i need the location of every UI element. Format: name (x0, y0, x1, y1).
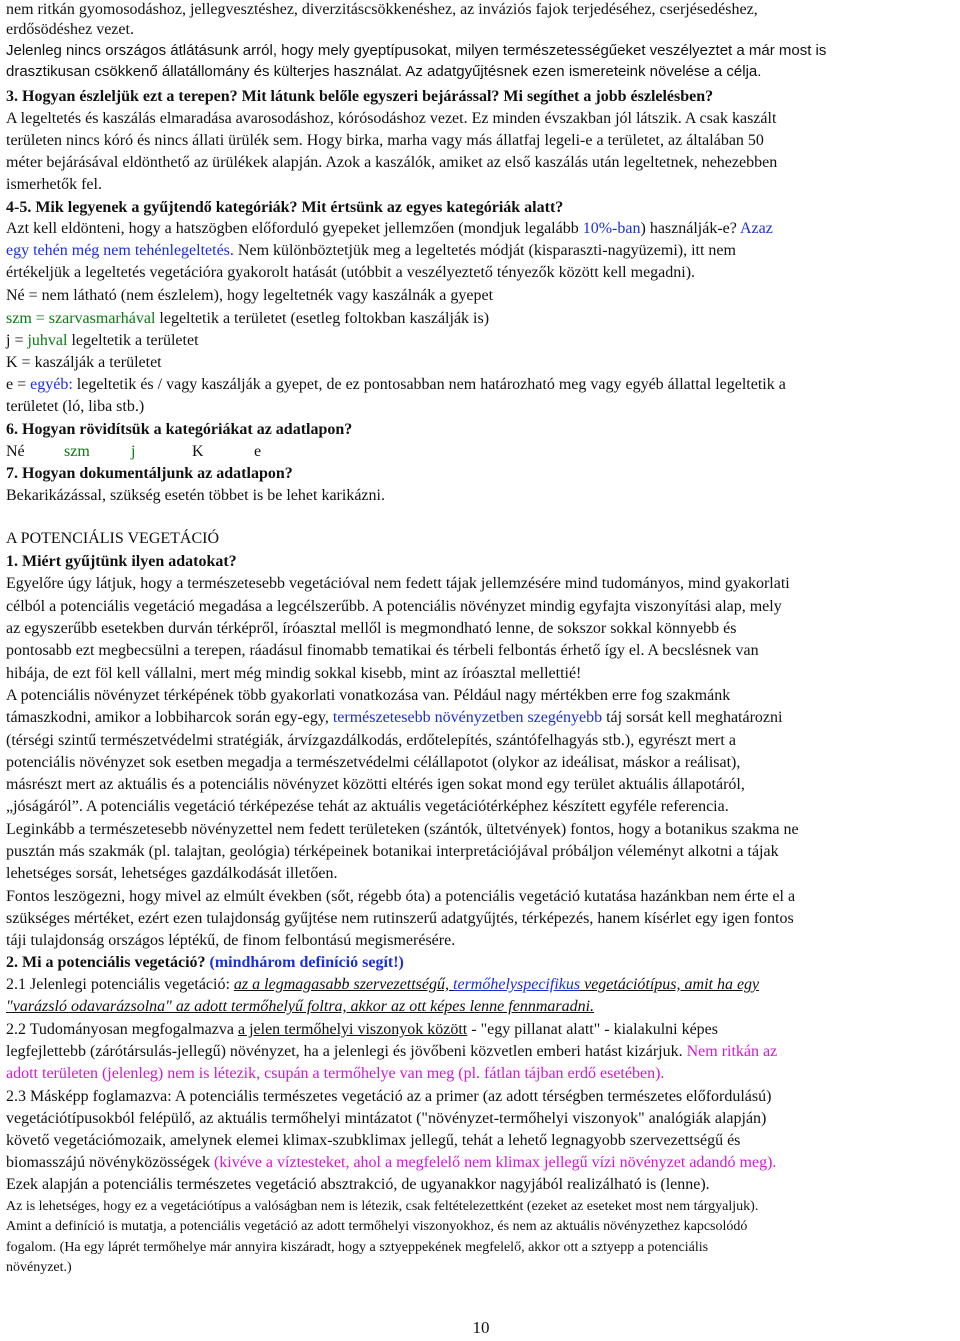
category-szm (6, 309, 489, 329)
text-span: Nem különböztetjük meg a legeltetés módját (kisparaszti-nagyüzemi), itt nem (233, 242, 736, 259)
text-line: Leginkább a természetesebb növényzettel nem fedett területeken (szántók, ültetvények) fontos, hogy a botanikus szakma ne (6, 821, 799, 838)
highlight-blue: Azaz (739, 220, 773, 237)
note-line: fogalom. (Ha egy láprét termőhelye már annyira kiszáradt, hogy a sztyeppekének megfelelő, akkor ott a sztyepp a potenciális (6, 1240, 709, 1255)
highlight-blue: (mindhárom definíció segít!) (209, 954, 404, 971)
highlight-green: juhval (27, 332, 68, 349)
text-line: ismerhetők fel. (6, 176, 102, 193)
note-line: Amint a definíció is mutatja, a potenciális vegetáció az adott termőhelyi viszonyokhoz, és nem az aktuális növényzethez kapcsolódó (6, 1219, 748, 1234)
definition-2-1 (6, 975, 759, 995)
text-line: pusztán más szakmák (pl. talajtan, geológia) térképeinek botanikai interpretációjával próbáljon véleményt alkotni a tájak (6, 843, 779, 860)
text-line: Egyelőre úgy látjuk, hogy a természetesebb vegetációval nem fedett tájak jellemzésére mind tudományos, mind gyakorlati (6, 575, 790, 592)
chapter-title: A POTENCIÁLIS VEGETÁCIÓ (6, 530, 220, 547)
text-line: területet (ló, liba stb.) (6, 398, 145, 415)
abbr-e: e (254, 443, 262, 460)
text-line: Ezek alapján a potenciális természetes vegetáció absztrakció, de ugyanakkor nagyjából realizálható is (lenne). (6, 1176, 710, 1193)
text-span: 2.1 Jelenlegi potenciális vegetáció: (6, 976, 234, 993)
text-line: értékeljük a legeltetés vegetációra gyakorolt hatását (utóbbit a veszélyeztető tényezők között kell megadni). (6, 264, 696, 281)
highlight-magenta: (kivéve a víztesteket, ahol a megfelelő nem klimax jellegű vízi növényzet adandó meg). (213, 1154, 777, 1171)
text-line: „jóságáról”. A potenciális vegetáció térképezése tehát az aktuális vegetációtérképhez készített egyféle referencia. (6, 798, 729, 815)
text-span: legfejlettebb (zárótársulás-jellegű) növényzet, ha a jelenlegi és jövőbeni közvetlen emberi hatást kizárjuk. (6, 1043, 687, 1060)
text-span: vegetációtípus, amit ha egy (580, 976, 760, 993)
text-span: az a legmagasabb szervezettségű, (233, 976, 454, 993)
text-span: biomasszájú növényközösségek (6, 1154, 214, 1171)
section-heading: 7. Hogyan dokumentáljunk az adatlapon? (6, 465, 293, 482)
highlight-blue: egy tehén még nem tehénlegeltetés. (6, 242, 234, 259)
text-span: ) használják-e? (640, 220, 740, 237)
category-e (6, 375, 786, 395)
category-k: K = kaszálják a területet (6, 354, 162, 371)
text-line: pontosabb ezt megbecsülni a terepen, ráadásul finomabb tematikai és térbeli felbontás érhető így el. A becslésnek van (6, 642, 759, 659)
note-line: növényzet.) (6, 1260, 72, 1275)
text-line: Bekarikázással, szükség esetén többet is be lehet karikázni. (6, 487, 385, 504)
text-line: erdősödéshez vezet. (6, 21, 134, 38)
text-span: legeltetik a területet (esetleg foltokban kaszálják is) (155, 310, 490, 327)
text-line: követő vegetációmozaik, amelynek elemei klimax-szubklimax jellegű, tehát a lehető legnagyobb szervezettségű és (6, 1132, 741, 1149)
text-line: drasztikusan csökkenő állatállomány és külterjes használat. Az adatgyűjtésnek ezen ismereteink növelése a célja. (6, 63, 762, 80)
text-line: Fontos leszögezni, hogy mivel az elmúlt években (sőt, régebb óta) a potenciális vegetáció kutatása hazánkban nem érte el a (6, 888, 796, 905)
text-line: A legeltetés és kaszálás elmaradása avarosodáshoz, kórósodáshoz vezet. Ez minden évszakban jól látszik. A csak kaszált (6, 110, 777, 127)
text-line: méter bejárásával eldönthető az ürülékek alapján. Azok a kaszálók, amiket az első kaszálás után legeltetnek, nehezebben (6, 154, 778, 171)
text-line: potenciális növényzet sok esetben megadja a természetvédelmi célállapotot (olykor az ideálisat, máskor a reálisat), (6, 754, 741, 771)
note-line: Az is lehetséges, hogy ez a vegetációtípus a valóságban nem is létezik, csak feltételezettként (ezeket az eseteket most nem tárgyaljuk). (6, 1199, 759, 1214)
text-line (6, 708, 782, 728)
text-span: Azt kell eldönteni, hogy a hatszögben előforduló gyepeket jellemzően (mondjuk legalább (6, 220, 583, 237)
text-line (6, 1042, 777, 1062)
text-span: a jelen termőhelyi viszonyok között (237, 1021, 468, 1038)
text-line: táji tulajdonság országos léptékű, de finom felbontású megismerésére. (6, 932, 456, 949)
text-span: táj sorsát kell meghatározni (602, 709, 783, 726)
abbr-szm: szm (64, 443, 90, 460)
text-line (6, 219, 773, 239)
text-span: e = (6, 376, 31, 393)
text-span: j = (6, 332, 28, 349)
text-line: Jelenleg nincs országos átlátásunk arról, hogy mely gyeptípusokat, milyen természetességűeket veszélyeztet a már most is (6, 42, 827, 59)
highlight-blue: termőhelyspecifikus (453, 976, 581, 993)
text-line (6, 1153, 776, 1173)
section-heading: 4-5. Mik legyenek a gyűjtendő kategóriák? Mit értsünk az egyes kategóriák alatt? (6, 199, 564, 216)
text-span: - "egy pillanat alatt" - kialakulni képes (467, 1021, 719, 1038)
definition-2-3: 2.3 Másképp foglamazva: A potenciális természetes vegetáció az a primer (az adott térségben természetes előfordulású) (6, 1088, 772, 1105)
highlight-magenta: Nem ritkán az (686, 1043, 778, 1060)
text-line: adott területen (jelenleg) nem is létezik, csupán a termőhelye van meg (pl. fátlan tájban erdő esetében). (6, 1065, 665, 1082)
abbr-j: j (131, 443, 136, 460)
text-line: területen nincs kóró és nincs állati ürülék sem. Hogy birka, marha vagy más állatfaj legeli-e a területet, az általában 50 (6, 132, 764, 149)
text-span: 2. Mi a potenciális vegetáció? (6, 954, 210, 971)
section-heading: 1. Miért gyűjtünk ilyen adatokat? (6, 553, 237, 570)
text-span: legeltetik és / vagy kaszálják a gyepet, de ez pontosabban nem határozható meg vagy egyéb állattal legeltetik a (72, 376, 786, 393)
abbr-k: K (192, 443, 204, 460)
text-span: legeltetik a területet (67, 332, 199, 349)
document-page (6, 0, 956, 1341)
text-line: vegetációtípusokból felépülő, az aktuális termőhelyi mintázatot ("növényzet-termőhelyi viszonyok" analógiák alapján) (6, 1110, 767, 1127)
section-heading: 3. Hogyan észleljük ezt a terepen? Mit látunk belőle egyszeri bejárással? Mi segíthet a jobb észlelésben? (6, 88, 714, 105)
text-span: támaszkodni, amikor a lobbiharcok során egy-egy, (6, 709, 333, 726)
highlight-blue: természetesebb növényzetben szegényebb (332, 709, 603, 726)
text-line: (térségi szintű természetvédelmi stratégiák, árvízgazdálkodás, erdőtelepítés, szántófelhagyás stb.), egyrészt mert a (6, 732, 736, 749)
text-line: "varázsló odavarázsolna" az adott termőhelyű foltra, akkor az ott képes lenne fennmaradni. (6, 998, 595, 1015)
text-span: 2.2 Tudományosan megfogalmazva (6, 1021, 238, 1038)
category-ne: Né = nem látható (nem észlelem), hogy legeltetnék vagy kaszálnák a gyepet (6, 287, 494, 304)
page-number: 10 (472, 1318, 490, 1337)
text-line: lehetséges sorsát, lehetséges gazdálkodását illetően. (6, 865, 338, 882)
text-line (6, 241, 736, 261)
section-heading (6, 953, 404, 973)
highlight-blue: 10%-ban (582, 220, 641, 237)
text-line: hibája, de ezt föl kell vállalni, mert még mindig sokkal kisebb, mint az íróasztal mellettié! (6, 665, 582, 682)
text-line: nem ritkán gyomosodáshoz, jellegvesztéshez, diverzitáscsökkenéshez, az inváziós fajok terjedéséhez, cserjésedéshez, (6, 1, 758, 18)
category-j (6, 331, 199, 351)
text-line: az egyszerűbb esetekben durván térképről, íróasztal mellől is megmondható lenne, de sokszor sokkal könnyebb és (6, 620, 737, 637)
highlight-blue: egyéb: (30, 376, 73, 393)
section-heading: 6. Hogyan rövidítsük a kategóriákat az adatlapon? (6, 421, 353, 438)
text-line: célból a potenciális vegetáció megadása a legcélszerűbb. A potenciális növényzet mindig egyfajta viszonyítási alap, mely (6, 598, 782, 615)
highlight-green: szm = szarvasmarhával (6, 310, 156, 327)
text-line: szükséges mértéket, ezért ezen tulajdonság gyűjtése nem rutinszerű adatgyűjtés, térképezés, hanem kísérlet egy igen fontos (6, 910, 794, 927)
text-line: másrészt mert az aktuális és a potenciális növényzet közötti eltérés igen sokat mond egy terület aktuális állapotáról, (6, 776, 745, 793)
abbr-ne: Né (6, 443, 25, 460)
text-line: A potenciális növényzet térképének több gyakorlati vonatkozása van. Például nagy mértékben erre fog szakmánk (6, 687, 731, 704)
definition-2-2 (6, 1020, 718, 1040)
